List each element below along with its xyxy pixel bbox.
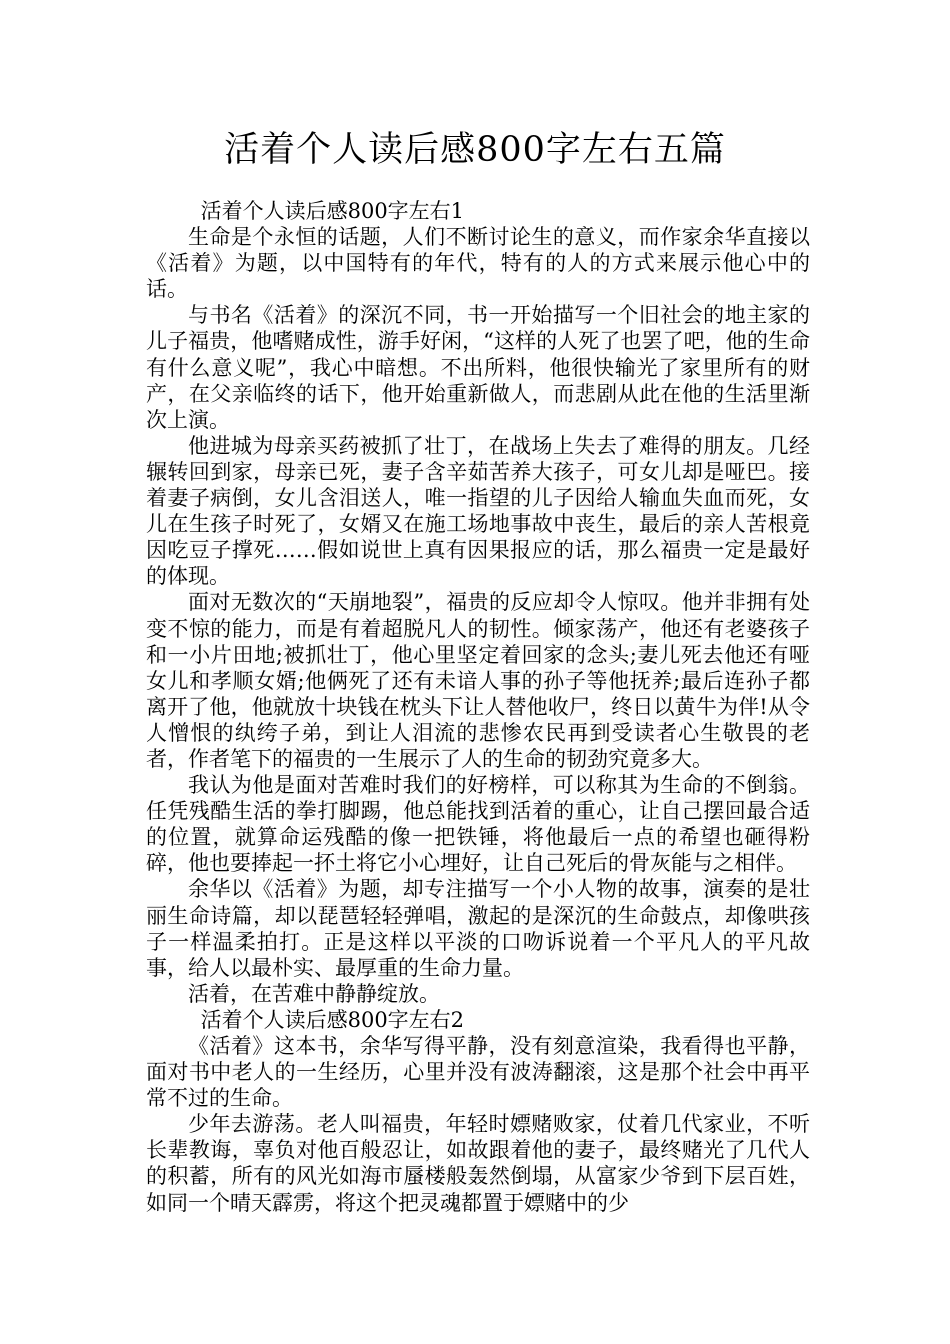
document-title: 活着个人读后感800字左右五篇: [224, 130, 726, 170]
paragraph: 他进城为母亲买药被抓了壮丁，在战场上失去了难得的朋友。几经辗转回到家，母亲已死，妻子含辛茹苦养大孩子，可女儿却是哑巴。接着妻子病倒，女儿含泪送人，唯一指望的儿子因给人输血失血而死，女儿在生孩子时死了，女婿又在施工场地事故中丧生，最后的亲人苦根竟因吃豆子撑死……假如说世上真有因果报应的话，那么福贵一定是最好的体现。: [146, 433, 810, 589]
paragraph: 面对无数次的“天崩地裂”，福贵的反应却令人惊叹。他并非拥有处变不惊的能力，而是有着超脱凡人的韧性。倾家荡产，他还有老婆孩子和一小片田地;被抓壮丁，他心里坚定着回家的念头;妻儿死去他还有哑女儿和孝顺女婿;他俩死了还有未谙人事的孙子等他抚养;最后连孙子都离开了他，他就放十块钱在枕头下让人替他收尸，终日以黄牛为伴!从令人憎恨的纨绔子弟，到让人泪流的悲惨农民再到受读者心生敬畏的老者，作者笔下的福贵的一生展示了人的生命的韧劲究竟多大。: [146, 590, 810, 771]
paragraph: 生命是个永恒的话题，人们不断讨论生的意义，而作家余华直接以《活着》为题，以中国特有的年代，特有的人的方式来展示他心中的话。: [146, 225, 810, 302]
paragraph: 少年去游荡。老人叫福贵，年轻时嫖赌败家，仗着几代家业，不听长辈教诲，辜负对他百般忍让，如故跟着他的妻子，最终赌光了几代人的积蓄，所有的风光如海市蜃楼般轰然倒塌，从富家少爷到下层百姓，如同一个晴天霹雳，将这个把灵魂都置于嫖赌中的少: [146, 1112, 810, 1215]
section-heading-2: 活着个人读后感800字左右2: [200, 1007, 465, 1032]
paragraph: 活着，在苦难中静静绽放。: [188, 981, 440, 1006]
paragraph: 与书名《活着》的深沉不同，书一开始描写一个旧社会的地主家的儿子福贵，他嗜赌成性，游手好闲，“这样的人死了也罢了吧，他的生命有什么意义呢”，我心中暗想。不出所料，他很快输光了家里所有的财产，在父亲临终的话下，他开始重新做人，而悲剧从此在他的生活里渐次上演。: [146, 303, 810, 432]
section-heading-1: 活着个人读后感800字左右1: [200, 199, 465, 223]
document-body: [146, 198, 810, 1216]
paragraph: 《活着》这本书，余华写得平静，没有刻意渲染，我看得也平静，面对书中老人的一生经历，心里并没有波涛翻滚，这是那个社会中再平常不过的生命。: [146, 1034, 810, 1111]
paragraph: 我认为他是面对苦难时我们的好榜样，可以称其为生命的不倒翁。任凭残酷生活的拳打脚踢，他总能找到活着的重心，让自己摆回最合适的位置，就算命运残酷的像一把铁锤，将他最后一点的希望也砸得粉碎，他也要捧起一抔土将它小心埋好，让自己死后的骨灰能与之相伴。: [146, 773, 810, 876]
paragraph: 余华以《活着》为题，却专注描写一个小人物的故事，演奏的是壮丽生命诗篇，却以琵琶轻轻弹唱，激起的是深沉的生命鼓点，却像哄孩子一样温柔拍打。正是这样以平淡的口吻诉说着一个平凡人的平凡故事，给人以最朴实、最厚重的生命力量。: [146, 877, 810, 980]
